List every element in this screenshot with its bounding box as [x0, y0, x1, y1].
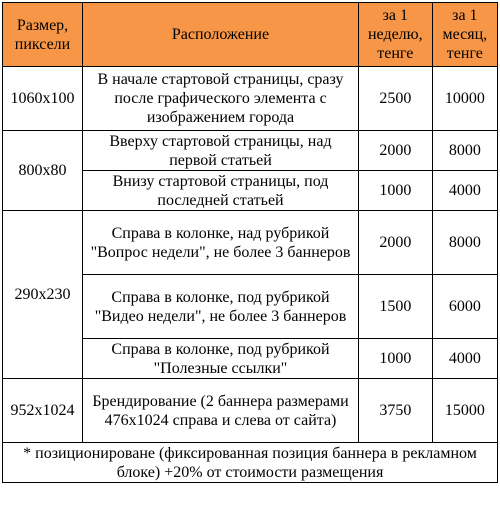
- location-cell: Внизу стартовой страницы, под последней статьей: [83, 171, 359, 211]
- table-row: [3, 379, 498, 443]
- header-month-price: за 1 месяц, тенге: [432, 3, 497, 67]
- month-price-cell: 8000: [432, 211, 497, 275]
- week-price-cell: 2000: [358, 131, 432, 171]
- month-price-cell: 6000: [432, 275, 497, 339]
- table-header-row: [3, 3, 498, 67]
- location-cell: Справа в колонке, под рубрикой "Видео недели", не более 3 баннеров: [83, 275, 359, 339]
- location-cell: Брендирование (2 баннера размерами 476x1024 справа и слева от сайта): [83, 379, 359, 443]
- header-size: Размер, пиксели: [3, 3, 83, 67]
- location-cell: Справа в колонке, под рубрикой "Полезные ссылки": [83, 339, 359, 379]
- month-price-cell: 10000: [432, 67, 497, 131]
- table-row: [3, 131, 498, 171]
- footnote: * позиционироване (фиксированная позиция баннера в рекламном блоке) +20% от стоимости размещения: [3, 443, 498, 483]
- week-price-cell: 2000: [358, 211, 432, 275]
- week-price-cell: 2500: [358, 67, 432, 131]
- size-cell: 290x230: [3, 211, 83, 379]
- footnote-row: [3, 443, 498, 483]
- size-cell: 800x80: [3, 131, 83, 211]
- header-location: Расположение: [83, 3, 359, 67]
- month-price-cell: 4000: [432, 339, 497, 379]
- week-price-cell: 1000: [358, 171, 432, 211]
- location-cell: В начале стартовой страницы, сразу после графического элемента с изображением города: [83, 67, 359, 131]
- month-price-cell: 15000: [432, 379, 497, 443]
- table-row: [3, 211, 498, 275]
- advertising-price-table: [2, 2, 498, 483]
- month-price-cell: 8000: [432, 131, 497, 171]
- size-cell: 1060x100: [3, 67, 83, 131]
- size-cell: 952x1024: [3, 379, 83, 443]
- location-cell: Вверху стартовой страницы, над первой статьей: [83, 131, 359, 171]
- table-row: [3, 67, 498, 131]
- header-week-price: за 1 неделю, тенге: [358, 3, 432, 67]
- week-price-cell: 1000: [358, 339, 432, 379]
- week-price-cell: 1500: [358, 275, 432, 339]
- week-price-cell: 3750: [358, 379, 432, 443]
- month-price-cell: 4000: [432, 171, 497, 211]
- location-cell: Справа в колонке, над рубрикой "Вопрос недели", не более 3 баннеров: [83, 211, 359, 275]
